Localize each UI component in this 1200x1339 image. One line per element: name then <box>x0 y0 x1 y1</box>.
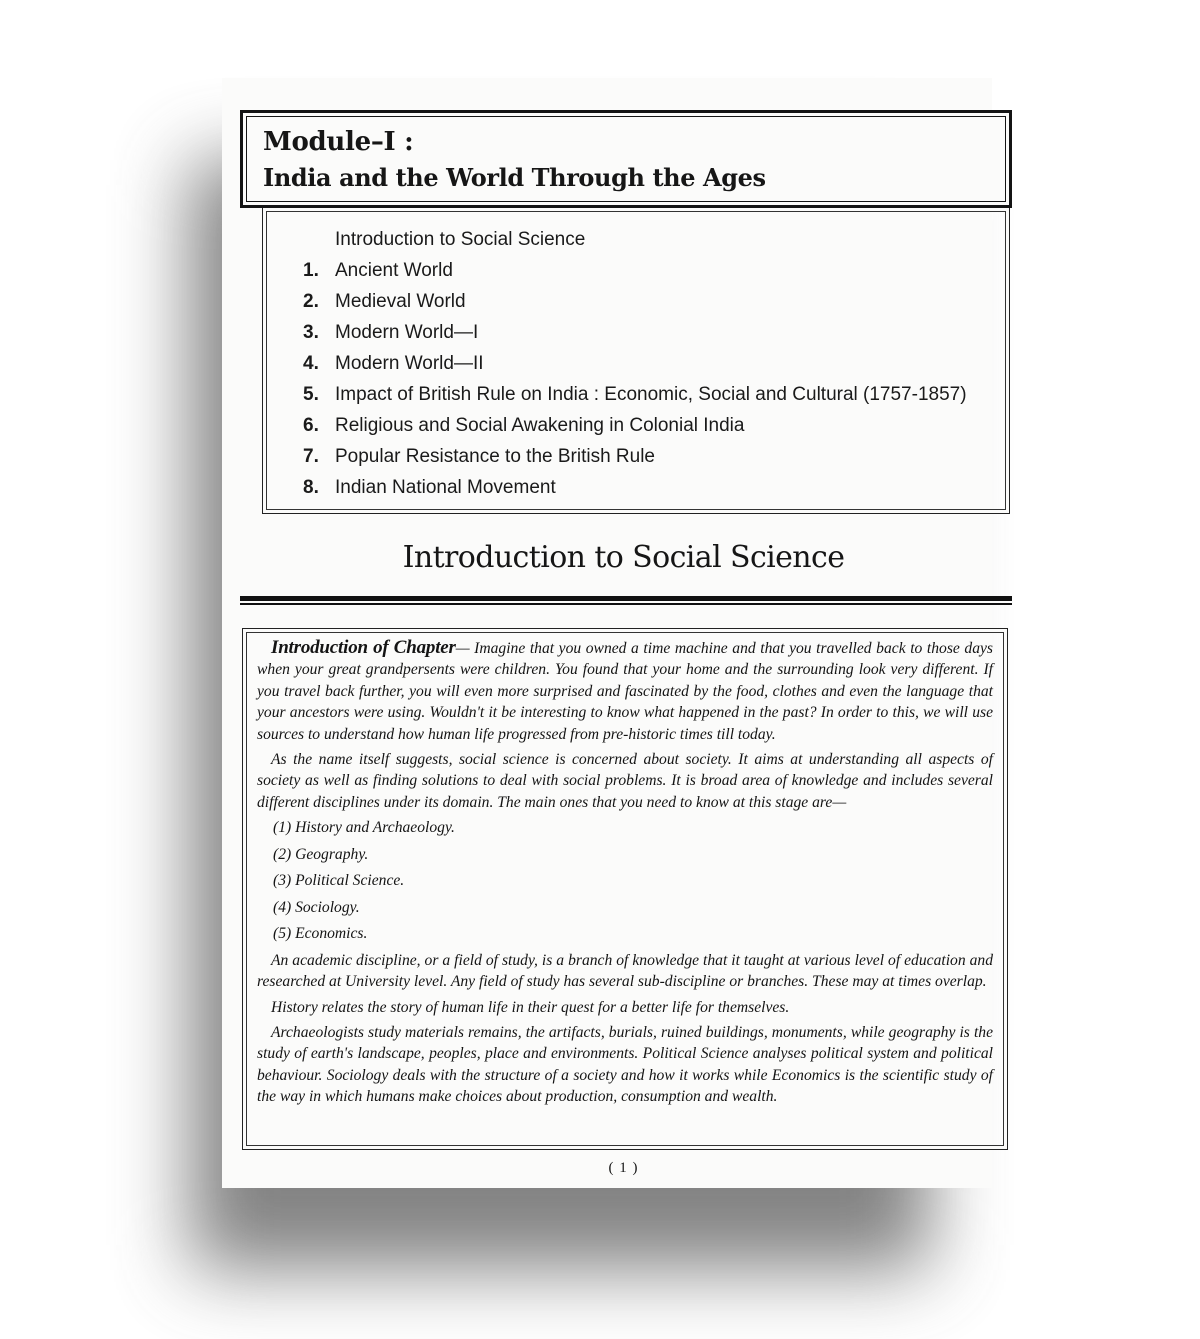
intro-text: — Imagine that you owned a time machine and that you travelled back to those days when your great grandpersents were children. You found that your home and the surrounding look very different. If you travel back further, you will even more surprised and fascinated by the food, clothes and even the language that your ancestors were using. Wouldn't it be interesting to know what happened in the past? In order to this, we will use sources to understand how human life progressed from pre-historic times till today. <box>257 640 993 743</box>
contents-item-number: 8. <box>303 477 319 498</box>
discipline-item: (2) Geography. <box>273 845 369 863</box>
contents-item-number: 4. <box>303 353 319 374</box>
discipline-item: (5) Economics. <box>273 925 368 943</box>
contents-item-label: Introduction to Social Science <box>335 229 586 250</box>
contents-item-number: 1. <box>303 260 319 281</box>
discipline-item: (3) Political Science. <box>273 872 405 890</box>
section-title: Introduction to Social Science <box>402 540 845 575</box>
contents-item-label: Indian National Movement <box>335 477 556 498</box>
contents-item-number: 5. <box>303 384 319 405</box>
contents-item <box>303 379 967 410</box>
contents-item-number: 3. <box>303 322 319 343</box>
contents-item <box>303 286 967 317</box>
contents-item-label: Ancient World <box>335 260 453 281</box>
paragraph: History relates the story of human life in their quest for a better life for themselves. <box>271 998 790 1016</box>
contents-list <box>303 224 967 503</box>
contents-item-label: Popular Resistance to the British Rule <box>335 446 655 467</box>
intro-paragraph <box>257 637 993 745</box>
chapter-text-box <box>242 628 1008 1150</box>
paragraph: Archaeologists study materials remains, the artifacts, burials, ruined buildings, monuments, while geography is the study of earth's landscape, peoples, place and environments. Political Science analyses political system and political behaviour. Sociology deals with the structure of a society and how it works while Economics is the scientific study of the way in which humans make choices about production, consumption and wealth. <box>257 1023 993 1106</box>
contents-item <box>303 224 967 255</box>
discipline-item: (4) Sociology. <box>273 898 360 916</box>
divider-thick <box>240 596 1012 601</box>
contents-item-number: 6. <box>303 415 319 436</box>
book-page <box>222 78 992 1188</box>
contents-item-label: Modern World—I <box>335 322 479 343</box>
contents-item-label: Religious and Social Awakening in Colonial India <box>335 415 745 436</box>
contents-box <box>262 208 1010 514</box>
contents-item-label: Impact of British Rule on India : Economic, Social and Cultural (1757-1857) <box>335 384 967 405</box>
contents-item <box>303 410 967 441</box>
contents-item <box>303 317 967 348</box>
contents-item-label: Medieval World <box>335 291 466 312</box>
module-heading: Module–I : <box>263 127 414 157</box>
contents-item-number: 7. <box>303 446 319 467</box>
module-header-box <box>240 110 1012 208</box>
contents-item <box>303 441 967 472</box>
discipline-item: (1) History and Archaeology. <box>273 819 455 837</box>
contents-item <box>303 472 967 503</box>
page-number: ( 1 ) <box>608 1160 639 1176</box>
chapter-heading: Introduction of Chapter <box>271 637 456 658</box>
contents-item-label: Modern World—II <box>335 353 484 374</box>
contents-item <box>303 348 967 379</box>
module-title: India and the World Through the Ages <box>263 163 766 192</box>
contents-item <box>303 255 967 286</box>
divider-thin <box>240 603 1012 605</box>
paragraph: As the name itself suggests, social science is concerned about society. It aims at understanding all aspects of society as well as finding solutions to deal with social problems. It is broad area of knowledge and includes several different disciplines under its domain. The main ones that you need to know at this stage are— <box>257 751 993 811</box>
contents-item-number: 2. <box>303 291 319 312</box>
paragraph: An academic discipline, or a field of study, is a branch of knowledge that it taught at various level of education and researched at University level. Any field of study has several sub-discipline or branches. These may at times overlap. <box>257 951 993 991</box>
